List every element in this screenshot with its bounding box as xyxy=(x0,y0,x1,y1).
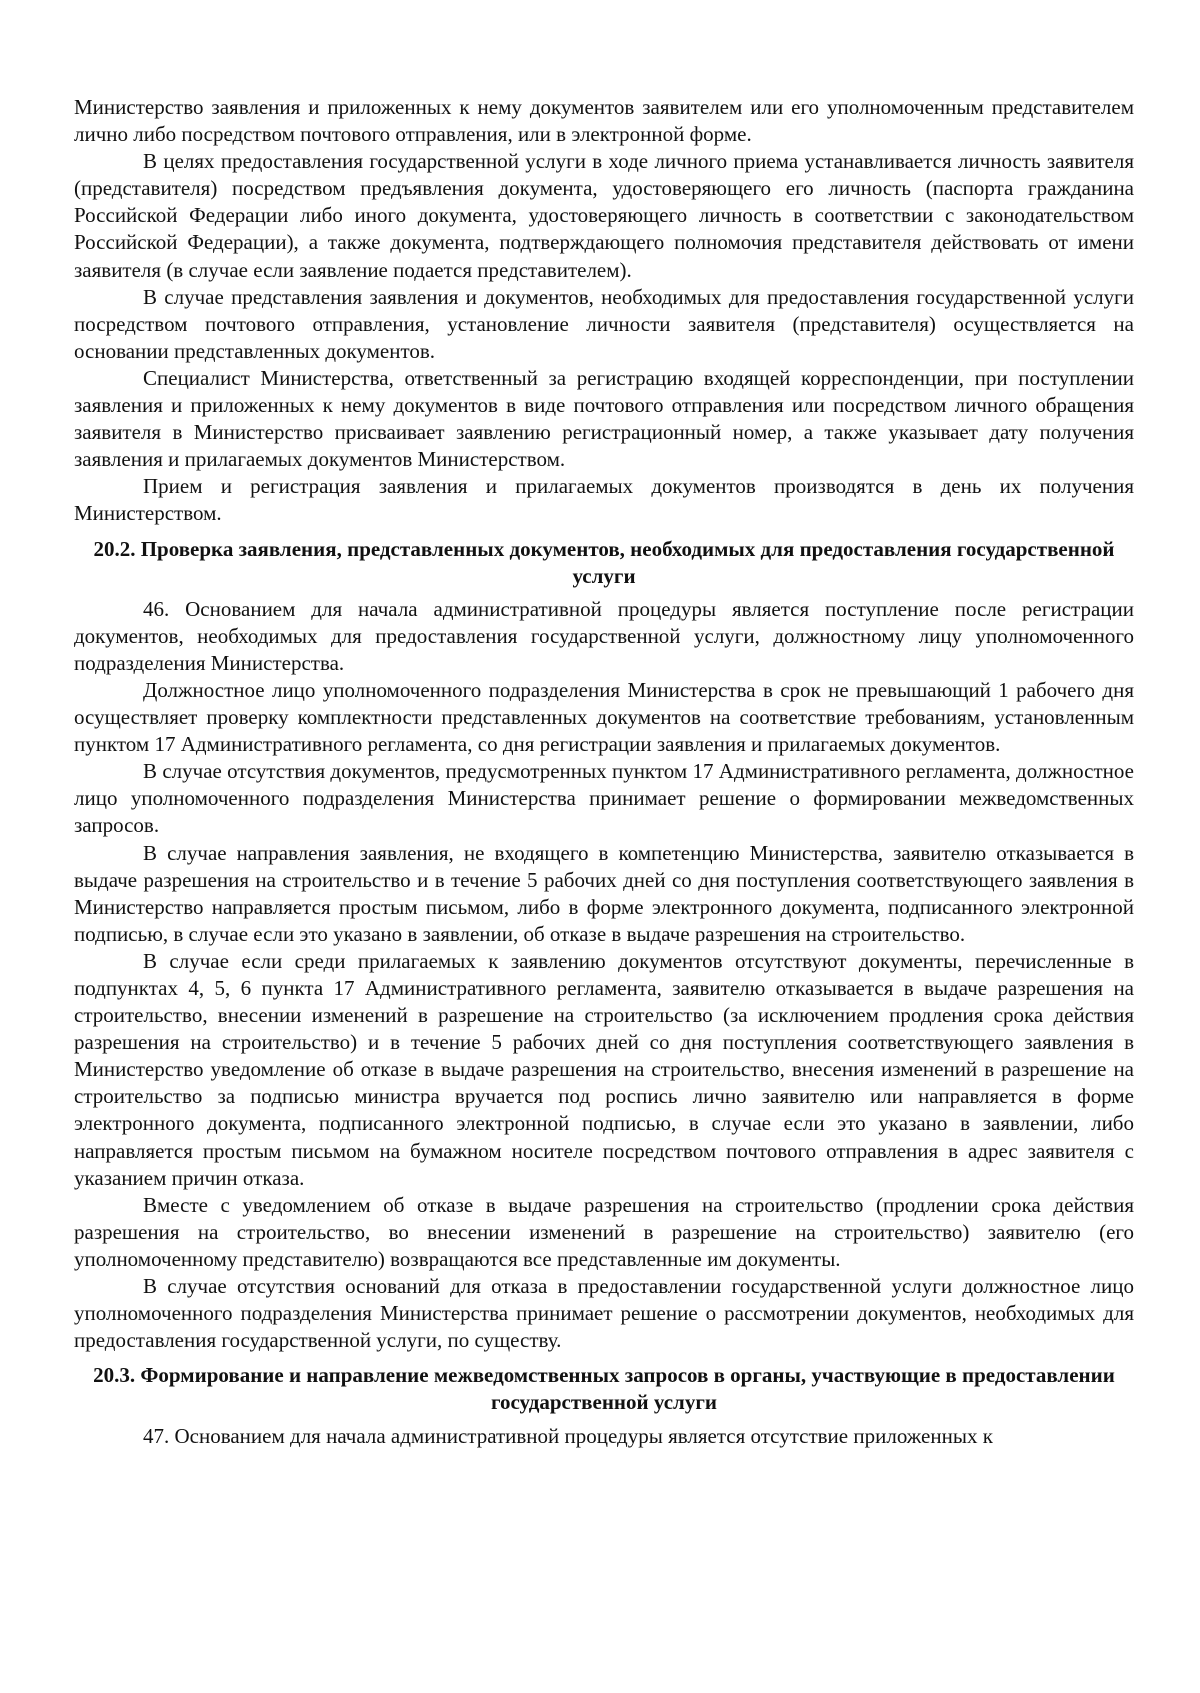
paragraph: В случае если среди прилагаемых к заявлению документов отсутствуют документы, перечисленные в подпунктах 4, 5, 6 пункта 17 Административного регламента, заявителю отказывается в выдаче разрешения на строительство, внесении изменений в разрешение на строительство (за исключением продления срока действия разрешения на строительство) и в течение 5 рабочих дней со дня поступления соответствующего заявления в Министерство уведомление об отказе в выдаче разрешения на строительство, внесения изменений в разрешение на строительство за подписью министра вручается под роспись лично заявителю или направляется в форме электронного документа, подписанного электронной подписью, в случае если это указано в заявлении, либо направляется простым письмом на бумажном носителе посредством почтового отправления в адрес заявителя с указанием причин отказа. xyxy=(74,948,1134,1190)
section-heading-20-2: 20.2. Проверка заявления, представленных документов, необходимых для предоставления государственной услуги xyxy=(93,536,1115,588)
paragraph: В случае представления заявления и документов, необходимых для предоставления государственной услуги посредством почтового отправления, установление личности заявителя (представителя) осуществляется на основании представленных документов. xyxy=(74,284,1134,363)
paragraph: В случае отсутствия оснований для отказа в предоставлении государственной услуги должностное лицо уполномоченного подразделения Министерства принимает решение о рассмотрении документов, необходимых для предоставления государственной услуги, по существу. xyxy=(74,1274,1134,1353)
paragraph: 47. Основанием для начала административной процедуры является отсутствие приложенных к xyxy=(143,1423,993,1448)
paragraph: В случае направления заявления, не входящего в компетенцию Министерства, заявителю отказывается в выдаче разрешения на строительство и в течение 5 рабочих дней со дня поступления соответствующего заявления в Министерство направляется простым письмом, либо в форме электронного документа, подписанного электронной подписью, в случае если это указано в заявлении, об отказе в выдаче разрешения на строительство. xyxy=(74,840,1134,946)
paragraph: В случае отсутствия документов, предусмотренных пунктом 17 Административного регламента, должностное лицо уполномоченного подразделения Министерства принимает решение о формировании межведомственных запросов. xyxy=(74,759,1134,838)
paragraph: Прием и регистрация заявления и прилагаемых документов производятся в день их получения Министерством. xyxy=(74,474,1134,526)
section-heading-20-3: 20.3. Формирование и направление межведомственных запросов в органы, участвующие в предоставлении государственной услуги xyxy=(93,1363,1115,1415)
paragraph: Специалист Министерства, ответственный за регистрацию входящей корреспонденции, при поступлении заявления и приложенных к нему документов в виде почтового отправления или посредством личного обращения заявителя в Министерство присваивает заявлению регистрационный номер, а также указывает дату получения заявления и прилагаемых документов Министерством. xyxy=(74,365,1134,472)
paragraph: Вместе с уведомлением об отказе в выдаче разрешения на строительство (продлении срока действия разрешения на строительство, во внесении изменений в разрешение на строительство) заявителю (его уполномоченному представителю) возвращаются все представленные им документы. xyxy=(74,1192,1134,1271)
paragraph: В целях предоставления государственной услуги в ходе личного приема устанавливается личность заявителя (представителя) посредством предъявления документа, удостоверяющего его личность (паспорта гражданина Российской Федерации либо иного документа, удостоверяющего личность в соответствии с законодательством Российской Федерации), а также документа, подтверждающего полномочия представителя действовать от имени заявителя (в случае если заявление подается представителем). xyxy=(74,149,1134,282)
paragraph: Должностное лицо уполномоченного подразделения Министерства в срок не превышающий 1 рабочего дня осуществляет проверку комплектности представленных документов на соответствие требованиям, установленным пунктом 17 Административного регламента, со дня регистрации заявления и прилагаемых документов. xyxy=(74,677,1134,757)
paragraph: 46. Основанием для начала административной процедуры является поступление после регистрации документов, необходимых для предоставления государственной услуги, должностному лицу уполномоченного подразделения Министерства. xyxy=(74,596,1134,675)
paragraph: Министерство заявления и приложенных к нему документов заявителем или его уполномоченным представителем лично либо посредством почтового отправления, или в электронной форме. xyxy=(74,95,1134,147)
document-page xyxy=(74,94,1134,1450)
